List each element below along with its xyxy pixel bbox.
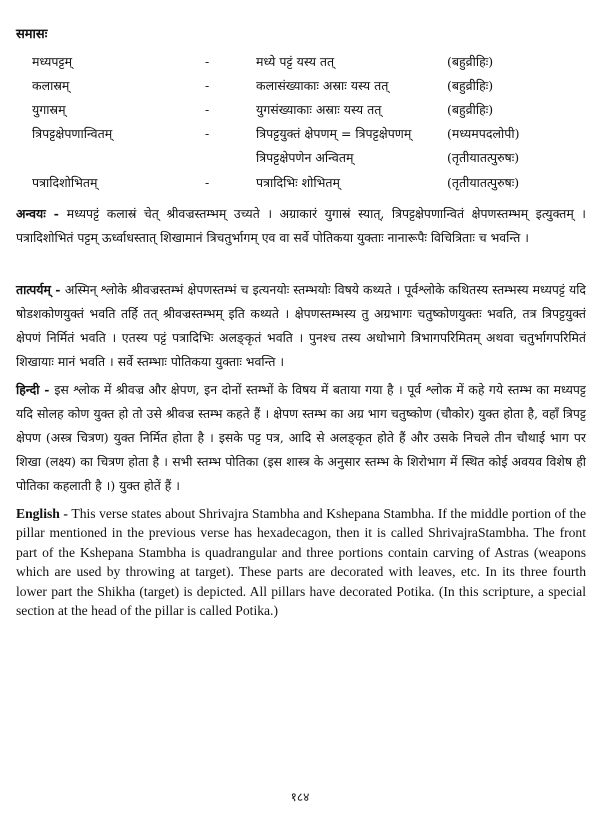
hindi-text: इस श्लोक में श्रीवज्र और क्षेपण, इन दोनों स्तम्भों के विषय में बताया गया है । पूर्व श्लोक में कहे गये स्तम्भ का मध्यपट्ट यदि सोलह कोण युक्त हो तो उसे श्रीवज्र स्तम्भ कहते हैं । क्षेपण स्तम्भ का अग्र भाग चतुष्कोण (चौकोर) युक्त होता है, वहाँ त्रिपट्ट क्षेपण (अस्त्र चित्रण) युक्त निर्मित होता है । इसके पट्ट पत्र, आदि से अलङ्कृत होते हैं और उसके निचले तीन चौथाई भाग पर शिखा (लक्ष्य) का चित्रण होता है । सभी स्तम्भ पोतिका (इस शास्त्र के अनुसार स्तम्भ के शिरोभाग में स्थित कोई अवयव विशेष ही पोतिका कहलाती है ।) युक्त होतें हैं ।	[16, 382, 586, 493]
samasa-row	[0, 148, 600, 168]
english-paragraph	[16, 504, 586, 620]
vigraha: त्रिपट्टक्षेपणेन अन्वितम्	[256, 150, 354, 165]
compound-word: मध्यपट्टम्	[32, 54, 73, 69]
compound-type: (तृतीयातत्पुरुषः)	[447, 175, 520, 190]
compound-type: (बहुव्रीहिः)	[447, 102, 494, 117]
hindi-label: हिन्दी -	[16, 382, 55, 397]
tatparya-text: अस्मिन् श्लोके श्रीवज्रस्तम्भं क्षेपणस्तम्भं च इत्यनयोः स्तम्भयोः विषये कथ्यते । पूर्वश्लोके कथितस्य स्तम्भस्य मध्यपट्टं यदि षोडशकोणयुक्तं भवति तर्हि तत् श्रीवज्रस्तम्भम् इति कथ्यते । क्षेपणस्तम्भस्य तु अग्रभागः चतुष्कोणयुक्तः भवति, तत्र त्रिपट्टयुक्तं क्षेपणं निर्मितं भवति । एतस्य पट्टं पत्रादिभिः अलङ्कृतं भवति । पुनश्च तस्य अधोभागे त्रिभागपरिमितम् अथवा चतुर्भागपरिमितं शिखायाः मानं भवति । सर्वे स्तम्भाः पोतिकया युक्ताः भवन्ति ।	[16, 282, 586, 369]
anvaya-text: मध्यपट्टं कलास्रं चेत् श्रीवज्रस्तम्भम् उच्यते । अग्राकारं युगास्रं स्यात्, त्रिपट्टक्षेपणान्वितं क्षेपणस्तम्भम् इत्युक्तम् । पत्रादिशोभितं पट्टम् ऊर्ध्वाधस्तात् शिखामानं त्रिचतुर्भागम् एव वा सर्वे पोतिकया युक्ताः नानारूपैः विचित्रिताः च भवन्ति ।	[16, 206, 586, 245]
samasa-row	[0, 52, 600, 72]
tatparya-paragraph	[16, 278, 586, 374]
anvaya-paragraph	[16, 202, 586, 250]
vigraha: त्रिपट्टयुक्तं क्षेपणम् = त्रिपट्टक्षेपणम्	[256, 126, 412, 141]
vigraha: पत्रादिभिः शोभितम्	[256, 175, 340, 190]
row-dash: -	[205, 78, 210, 93]
compound-word: कलास्रम्	[32, 78, 70, 93]
tatparya-label: तात्पर्यम् -	[16, 282, 65, 297]
compound-word: त्रिपट्टक्षेपणान्वितम्	[32, 126, 113, 141]
samasa-row	[0, 173, 600, 193]
samasa-heading: समासः	[16, 27, 48, 42]
compound-type: (बहुव्रीहिः)	[447, 78, 494, 93]
samasa-row	[0, 100, 600, 120]
compound-word: युगास्रम्	[32, 102, 66, 117]
compound-type: (बहुव्रीहिः)	[447, 54, 494, 69]
hindi-paragraph	[16, 378, 586, 498]
english-text: This verse states about Shrivajra Stambha and Kshepana Stambha. If the middle portion of the pillar mentioned in the previous verse has hexadecagon, then it is called ShrivajraStambha. The front part of the Kshepana Stambha is quadrangular and three portions contain carving of Astras (weapons which are used by throwing at target). These parts are decorated with leaves, etc. In its three fourth lower part the Shikha (target) is depicted. All pillars have decorated Potika. (In this scripture, a special section at the head of the pillar is called Potika.)	[16, 506, 587, 619]
samasa-row	[0, 76, 600, 96]
english-label: English -	[16, 506, 72, 521]
compound-word: पत्रादिशोभितम्	[32, 175, 98, 190]
anvaya-label: अन्वयः -	[16, 206, 67, 221]
vigraha: युगसंख्याकाः अस्राः यस्य तत्	[256, 102, 382, 117]
vigraha: मध्ये पट्टं यस्य तत्	[256, 54, 335, 69]
row-dash: -	[205, 126, 210, 141]
row-dash: -	[205, 175, 210, 190]
row-dash: -	[205, 54, 210, 69]
compound-type: (मध्यमपदलोपी)	[447, 126, 520, 141]
compound-type: (तृतीयातत्पुरुषः)	[447, 150, 520, 165]
vigraha: कलासंख्याकाः अस्राः यस्य तत्	[256, 78, 389, 93]
page-number: १८४	[290, 790, 310, 804]
samasa-row	[0, 124, 600, 144]
row-dash: -	[205, 102, 210, 117]
